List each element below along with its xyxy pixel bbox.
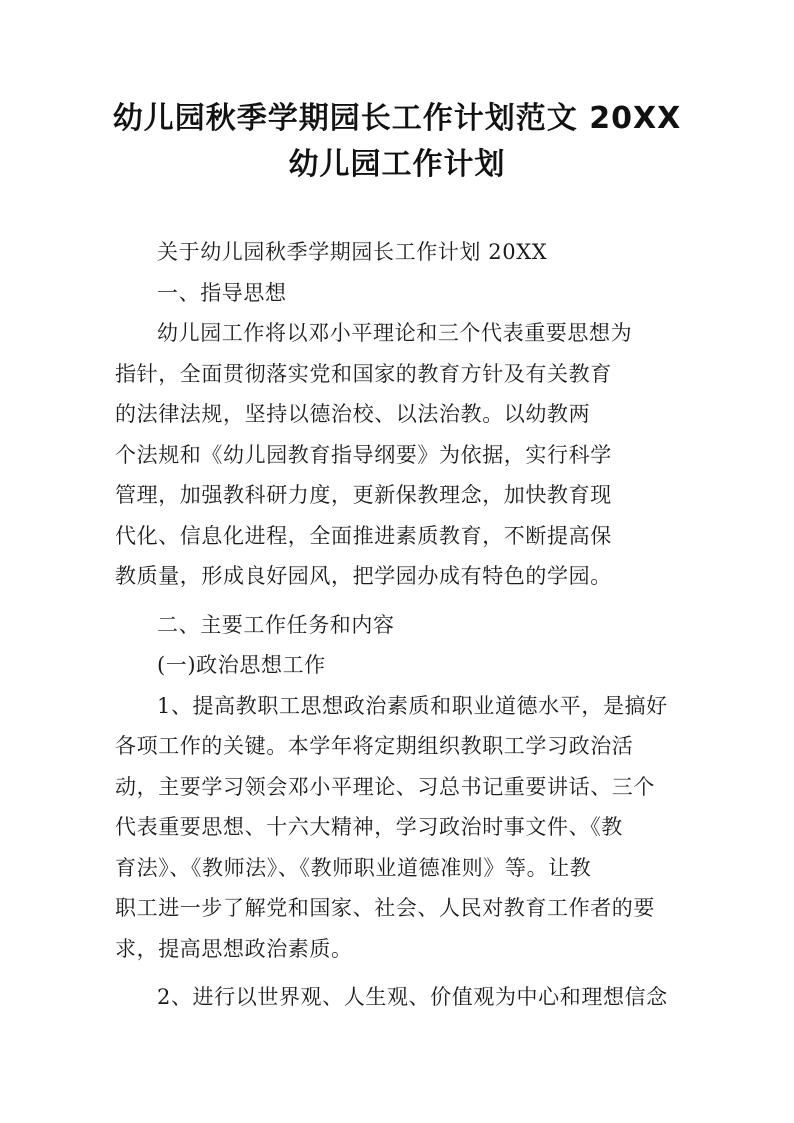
section-heading-guiding-ideology: 一、指导思想 [157,280,287,305]
document-title: 幼儿园秋季学期园长工作计划范文 20XX 幼儿园工作计划 [112,101,682,182]
paragraph-line: 的法律法规，坚持以德治校、以法治教。以幼教两 [115,402,591,426]
paragraph-line: 个法规和《幼儿园教育指导纲要》为依据，实行科学 [115,442,612,467]
paragraph-line: 1、提高教职工思想政治素质和职业道德水平，是搞好 [157,693,668,718]
section-heading-main-tasks: 二、主要工作任务和内容 [157,612,395,637]
paragraph-item-1 [115,686,680,970]
paragraph-line: 代化、信息化进程，全面推进素质教育，不断提高保 [115,523,612,548]
paragraph-line: 幼儿园工作将以邓小平理论和三个代表重要思想为 [157,321,633,345]
paragraph-guiding-ideology [115,313,680,597]
paragraph-item-2 [115,977,680,1018]
paragraph-line: 指针，全面贯彻落实党和国家的教育方针及有关教育 [115,361,612,386]
subsection-heading-political-work: (一)政治思想工作 [157,653,326,677]
document-body [115,232,680,1018]
paragraph-line: 职工进一步了解党和国家、社会、人民对教育工作者的要 [115,896,655,920]
paragraph-line: 教质量，形成良好园风，把学园办成有特色的学园。 [115,564,612,588]
paragraph-line: 育法》、《教师法》、《教师职业道德准则》等。让教 [115,855,592,880]
paragraph-line: 求，提高思想政治素质。 [115,936,353,961]
paragraph-line: 管理，加强教科研力度，更新保教理念，加快教育现 [115,483,612,507]
paragraph-line: 各项工作的关键。本学年将定期组织教职工学习政治活 [115,734,634,758]
paragraph-line: 动，主要学习领会邓小平理论、习总书记重要讲话、三个 [115,774,655,799]
paragraph-line: 2、进行以世界观、人生观、价值观为中心和理想信念 [157,985,668,1009]
paragraph-line: 代表重要思想、十六大精神，学习政治时事文件、《教 [115,815,623,839]
document-subtitle: 关于幼儿园秋季学期园长工作计划 20XX [157,240,548,264]
